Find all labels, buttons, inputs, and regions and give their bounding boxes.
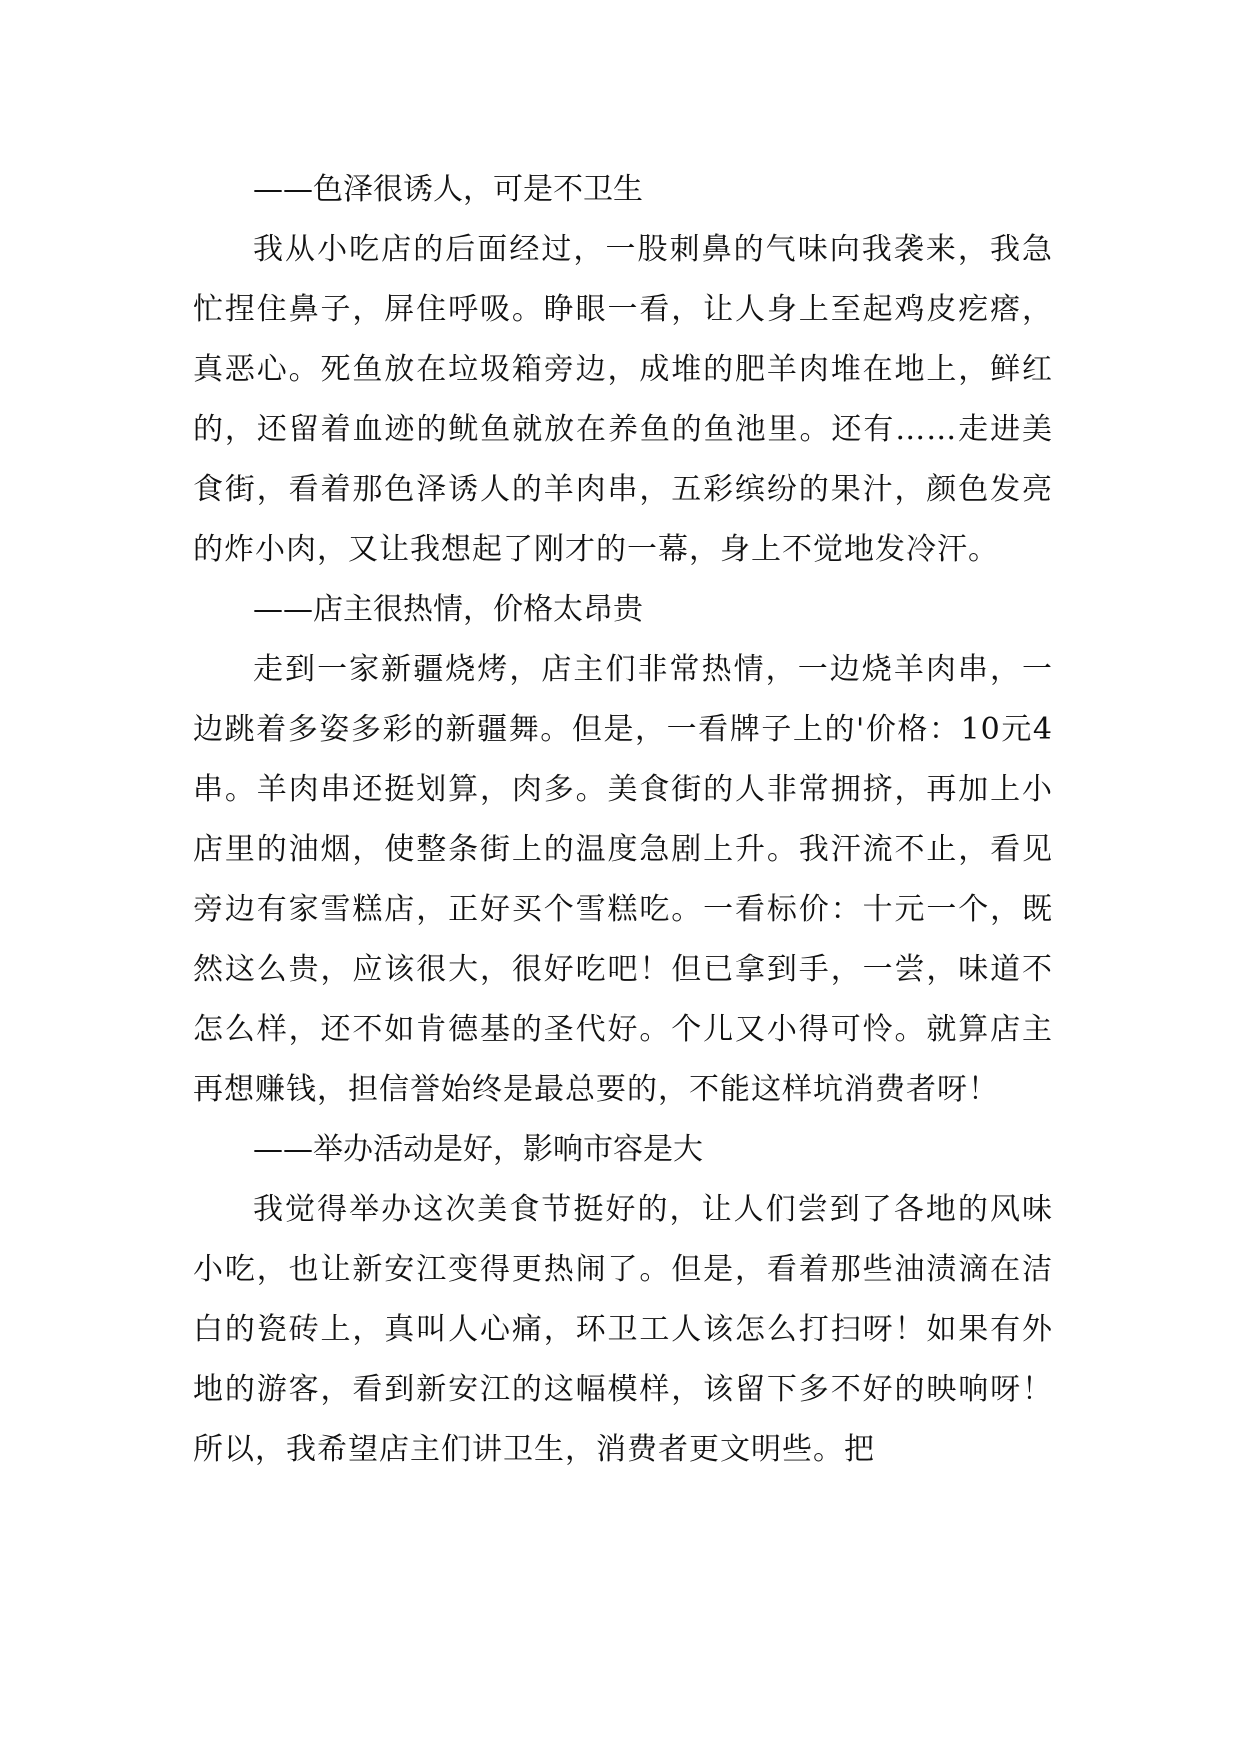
section-paragraph: 我从小吃店的后面经过，一股刺鼻的气味向我袭来，我急忙捏住鼻子，屏住呼吸。睁眼一看，让人身上至起鸡皮疙瘩，真恶心。死鱼放在垃圾箱旁边，成堆的肥羊肉堆在地上，鲜红的，还留着血迹的鱿鱼就放在养鱼的鱼池里。还有……走进美食街，看着那色泽诱人的羊肉串，五彩缤纷的果汁，颜色发亮的炸小肉，又让我想起了刚才的一幕，身上不觉地发冷汗。: [193, 232, 1053, 567]
section-heading: ——色泽很诱人，可是不卫生: [253, 172, 643, 207]
section-paragraph: 我觉得举办这次美食节挺好的，让人们尝到了各地的风味小吃，也让新安江变得更热闹了。但是，看着那些油渍滴在洁白的瓷砖上，真叫人心痛，环卫工人该怎么打扫呀！如果有外地的游客，看到新安江的这幅模样，该留下多不好的映响呀！所以，我希望店主们讲卫生，消费者更文明些。把: [193, 1192, 1053, 1467]
document-body: [193, 160, 1053, 1480]
section-heading: ——举办活动是好，影响市容是大: [253, 1132, 703, 1167]
section-paragraph: 走到一家新疆烧烤，店主们非常热情，一边烧羊肉串，一边跳着多姿多彩的新疆舞。但是，一看牌子上的'价格：10元4串。羊肉串还挺划算，肉多。美食街的人非常拥挤，再加上小店里的油烟，使整条街上的温度急剧上升。我汗流不止，看见旁边有家雪糕店，正好买个雪糕吃。一看标价：十元一个，既然这么贵，应该很大，很好吃吧！但已拿到手，一尝，味道不怎么样，还不如肯德基的圣代好。个儿又小得可怜。就算店主再想赚钱，担信誉始终是最总要的，不能这样坑消费者呀！: [193, 652, 1053, 1107]
section-heading: ——店主很热情，价格太昂贵: [253, 592, 643, 627]
